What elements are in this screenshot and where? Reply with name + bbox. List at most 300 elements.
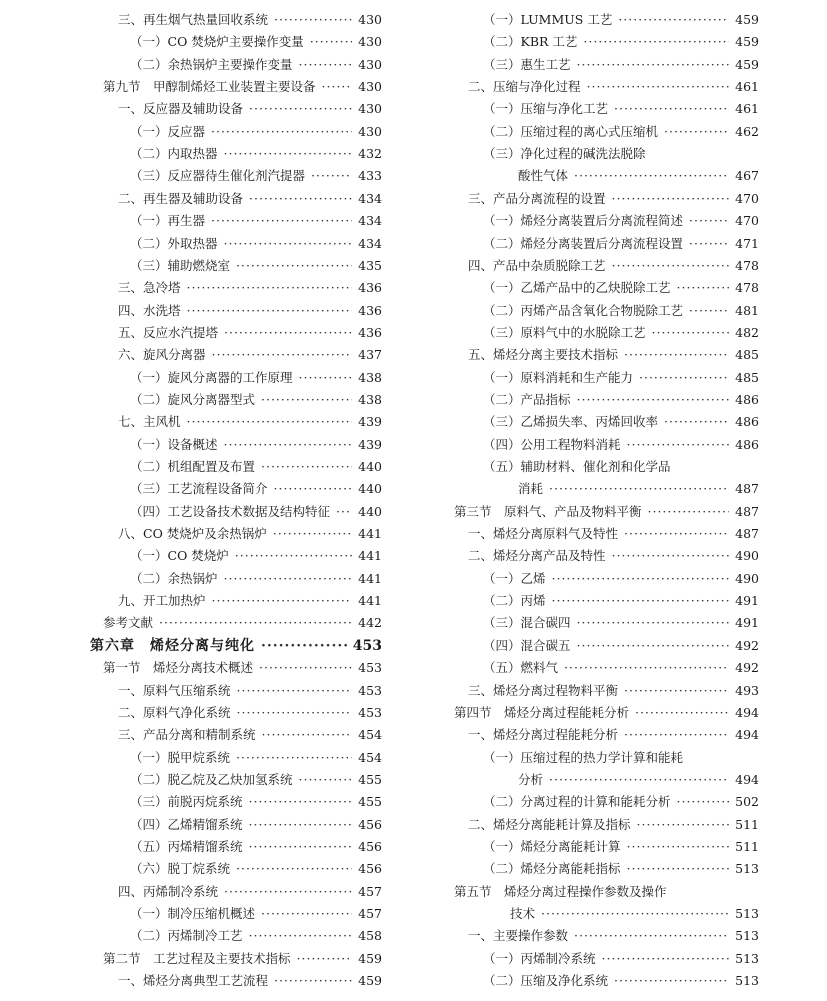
toc-entry	[483, 389, 759, 411]
leader-dots	[624, 523, 729, 545]
leader-dots	[274, 9, 352, 31]
toc-entry-label: 第六章 烯烃分离与纯化	[90, 638, 255, 654]
toc-entry-label: （五）丙烯精馏系统	[130, 839, 243, 854]
toc-entry	[483, 948, 759, 970]
leader-dots	[577, 389, 730, 411]
toc-entry-page: 442	[358, 615, 382, 630]
toc-entry	[118, 9, 382, 31]
toc-entry	[483, 98, 759, 120]
toc-entry	[483, 54, 759, 76]
toc-entry-label: （一）乙烯产品中的乙炔脱除工艺	[483, 280, 671, 295]
toc-entry	[118, 277, 382, 299]
toc-entry-page: 478	[735, 280, 759, 295]
leader-dots	[583, 31, 729, 53]
leader-dots	[236, 747, 352, 769]
toc-entry-page: 441	[358, 571, 382, 586]
toc-entry-page: 490	[735, 548, 759, 563]
toc-entry	[130, 143, 382, 165]
toc-entry-label: 第三节 原料气、产品及物料平衡	[454, 504, 642, 519]
leader-dots	[249, 925, 353, 947]
toc-entry	[130, 925, 382, 947]
toc-entry	[118, 881, 382, 903]
toc-entry-label: （四）公用工程物料消耗	[483, 437, 621, 452]
toc-entry	[130, 255, 382, 277]
toc-entry-page: 440	[358, 481, 382, 496]
leader-dots	[635, 702, 729, 724]
toc-entry-page: 461	[735, 101, 759, 116]
toc-entry-label: （一）制冷压缩机概述	[130, 906, 256, 921]
toc-entry-label: （三）辅助燃烧室	[130, 258, 231, 273]
leader-dots	[211, 121, 352, 143]
leader-dots	[614, 970, 729, 992]
toc-entry	[483, 858, 759, 880]
toc-entry	[454, 881, 759, 903]
toc-entry	[130, 501, 382, 523]
toc-entry	[468, 925, 759, 947]
toc-entry-label: （一）脱甲烷系统	[130, 750, 231, 765]
toc-entry-label: （三）惠生工艺	[483, 57, 571, 72]
toc-entry-page: 440	[358, 504, 382, 519]
toc-entry	[130, 233, 382, 255]
toc-entry-page: 459	[358, 973, 382, 988]
toc-entry-label: （二）产品指标	[483, 392, 571, 407]
toc-entry-label: （一）丙烯制冷系统	[483, 951, 596, 966]
toc-entry	[483, 970, 759, 992]
toc-entry-label: 七、主风机	[118, 414, 181, 429]
leader-dots	[664, 411, 729, 433]
leader-dots	[602, 948, 730, 970]
toc-entry-page: 430	[358, 34, 382, 49]
leader-dots	[689, 210, 729, 232]
toc-entry-page: 453	[352, 638, 382, 654]
leader-dots	[261, 389, 352, 411]
toc-entry-page: 430	[358, 79, 382, 94]
toc-entry-label: （一）CO 焚烧炉	[130, 548, 229, 563]
toc-entry-label: （二）丙烯制冷工艺	[130, 928, 243, 943]
toc-entry	[483, 791, 759, 813]
toc-entry-label: （二）KBR 工艺	[483, 34, 578, 49]
leader-dots	[652, 322, 730, 344]
toc-entry-page: 436	[358, 325, 382, 340]
toc-entry	[130, 434, 382, 456]
toc-entry	[130, 545, 382, 567]
toc-entry	[468, 545, 759, 567]
toc-entry-label: （一）再生器	[130, 213, 206, 228]
toc-entry-label: 二、原料气净化系统	[118, 705, 231, 720]
toc-entry	[483, 657, 759, 679]
leader-dots	[577, 54, 730, 76]
leader-dots	[614, 98, 729, 120]
toc-entry-label: 第四节 烯烃分离过程能耗分析	[454, 705, 630, 720]
toc-entry	[130, 747, 382, 769]
leader-dots	[261, 903, 352, 925]
toc-entry	[468, 814, 759, 836]
toc-entry-label: （二）外取热器	[130, 236, 218, 251]
toc-entry-page	[646, 143, 668, 165]
leader-dots	[612, 188, 730, 210]
toc-entry-label: （二）压缩及净化系统	[483, 973, 609, 988]
toc-entry	[118, 188, 382, 210]
toc-entry-page: 441	[358, 526, 382, 541]
toc-entry-page: 455	[358, 772, 382, 787]
toc-entry	[118, 724, 382, 746]
toc-entry-label: （四）工艺设备技术数据及结构特征	[130, 504, 331, 519]
toc-entry-label: （三）混合碳四	[483, 615, 571, 630]
toc-entry	[130, 165, 382, 187]
toc-entry-page: 436	[358, 303, 382, 318]
toc-entry	[90, 635, 382, 657]
toc-entry-page: 490	[735, 571, 759, 586]
toc-entry	[130, 814, 382, 836]
toc-entry	[454, 702, 759, 724]
toc-entry-page: 487	[735, 526, 759, 541]
leader-dots	[624, 724, 729, 746]
toc-entry-page: 437	[358, 347, 382, 362]
toc-entry-page: 482	[735, 325, 759, 340]
toc-entry-label: （二）机组配置及布置	[130, 459, 256, 474]
leader-dots	[224, 568, 353, 590]
toc-entry-label: （一）烯烃分离能耗计算	[483, 839, 621, 854]
toc-entry-page: 459	[735, 34, 759, 49]
toc-entry	[103, 657, 382, 679]
toc-entry-label: 三、产品分离和精制系统	[118, 727, 256, 742]
toc-entry	[130, 478, 382, 500]
toc-entry	[483, 210, 759, 232]
toc-entry	[483, 590, 759, 612]
toc-entry	[118, 970, 382, 992]
toc-entry-page: 436	[358, 280, 382, 295]
toc-entry-label: 八、CO 焚烧炉及余热锅炉	[118, 526, 267, 541]
toc-entry	[483, 277, 759, 299]
leader-dots	[224, 143, 353, 165]
toc-entry-label: （二）脱乙烷及乙炔加氢系统	[130, 772, 293, 787]
toc-entry-page: 492	[735, 638, 759, 653]
toc-entry	[130, 791, 382, 813]
toc-entry	[483, 322, 759, 344]
toc-entry-label: 第五节 烯烃分离过程操作参数及操作	[454, 884, 667, 899]
toc-entry	[130, 568, 382, 590]
toc-entry-label: 第九节 甲醇制烯烃工业装置主要设备	[103, 79, 316, 94]
leader-dots	[236, 858, 352, 880]
toc-entry-page: 454	[358, 727, 382, 742]
toc-entry-label: （五）辅助材料、催化剂和化学品	[483, 459, 671, 474]
toc-entry-page: 459	[735, 12, 759, 27]
toc-entry	[518, 478, 759, 500]
toc-entry-page: 493	[735, 683, 759, 698]
toc-entry-label: （五）燃料气	[483, 660, 559, 675]
toc-entry-label: （一）设备概述	[130, 437, 218, 452]
toc-entry-label: 第一节 烯烃分离技术概述	[103, 660, 254, 675]
leader-dots	[618, 9, 729, 31]
leader-dots	[299, 367, 353, 389]
toc-entry-label: 第二节 工艺过程及主要技术指标	[103, 951, 291, 966]
leader-dots	[689, 233, 729, 255]
toc-entry	[130, 31, 382, 53]
toc-entry-page: 433	[358, 168, 382, 183]
toc-entry	[130, 54, 382, 76]
toc-entry-page: 487	[735, 504, 759, 519]
leader-dots	[235, 545, 352, 567]
toc-entry	[103, 612, 382, 634]
leader-dots	[261, 635, 347, 657]
toc-entry-page: 457	[358, 906, 382, 921]
leader-dots	[627, 858, 730, 880]
leader-dots	[224, 881, 352, 903]
toc-entry	[483, 434, 759, 456]
leader-dots	[259, 657, 352, 679]
toc-entry	[483, 367, 759, 389]
leader-dots	[612, 255, 730, 277]
toc-entry-label: （二）旋风分离器型式	[130, 392, 256, 407]
toc-entry-page: 434	[358, 236, 382, 251]
toc-entry-page: 511	[735, 839, 759, 854]
toc-entry-label: 三、再生烟气热量回收系统	[118, 12, 269, 27]
toc-entry-page: 486	[735, 392, 759, 407]
toc-entry	[483, 612, 759, 634]
toc-entry	[483, 836, 759, 858]
toc-entry	[468, 523, 759, 545]
leader-dots	[624, 344, 729, 366]
leader-dots	[237, 702, 353, 724]
toc-entry-label: 二、烯烃分离能耗计算及指标	[468, 817, 631, 832]
leader-dots	[187, 300, 353, 322]
leader-dots	[541, 903, 729, 925]
toc-entry-label: （三）反应器待生催化剂汽提器	[130, 168, 306, 183]
toc-entry-page: 461	[735, 79, 759, 94]
toc-entry-label: （一）乙烯	[483, 571, 546, 586]
toc-entry-page	[671, 456, 693, 478]
toc-entry-page: 456	[358, 839, 382, 854]
toc-entry-page: 438	[358, 392, 382, 407]
toc-entry	[510, 903, 759, 925]
toc-entry-page: 467	[735, 168, 759, 183]
toc-entry	[130, 769, 382, 791]
leader-dots	[549, 769, 729, 791]
toc-entry	[483, 456, 759, 478]
leader-dots	[552, 590, 730, 612]
toc-entry	[518, 769, 759, 791]
toc-entry	[118, 590, 382, 612]
toc-entry-page: 462	[735, 124, 759, 139]
toc-entry-label: （二）压缩过程的离心式压缩机	[483, 124, 659, 139]
leader-dots	[261, 456, 352, 478]
toc-entry-page: 470	[735, 213, 759, 228]
toc-entry	[118, 411, 382, 433]
toc-entry-page: 513	[735, 906, 759, 921]
leader-dots	[212, 590, 353, 612]
toc-entry-label: （二）烯烃分离装置后分离流程设置	[483, 236, 684, 251]
leader-dots	[224, 434, 353, 456]
toc-entry-page: 459	[735, 57, 759, 72]
toc-entry-page: 435	[358, 258, 382, 273]
toc-entry-page: 438	[358, 370, 382, 385]
toc-entry	[483, 568, 759, 590]
toc-entry-label: 三、产品分离流程的设置	[468, 191, 606, 206]
toc-entry-page: 430	[358, 12, 382, 27]
leader-dots	[574, 165, 729, 187]
toc-entry-label: （一）压缩过程的热力学计算和能耗	[483, 750, 684, 765]
toc-entry-page: 511	[735, 817, 759, 832]
toc-entry-page: 513	[735, 928, 759, 943]
toc-entry	[483, 747, 759, 769]
leader-dots	[677, 277, 730, 299]
toc-entry-label: 四、丙烯制冷系统	[118, 884, 219, 899]
leader-dots	[212, 344, 353, 366]
toc-entry-page: 486	[735, 437, 759, 452]
leader-dots	[574, 925, 729, 947]
toc-entry-page	[683, 747, 705, 769]
toc-entry-label: （二）烯烃分离能耗指标	[483, 861, 621, 876]
toc-entry-label: 一、主要操作参数	[468, 928, 569, 943]
leader-dots	[311, 165, 352, 187]
toc-entry-page: 494	[735, 772, 759, 787]
toc-entry	[118, 680, 382, 702]
toc-entry	[483, 9, 759, 31]
toc-entry	[103, 76, 382, 98]
toc-entry-label: 二、压缩与净化过程	[468, 79, 581, 94]
leader-dots	[236, 255, 352, 277]
toc-entry-label: （二）丙烯产品含氧化合物脱除工艺	[483, 303, 684, 318]
toc-entry	[130, 210, 382, 232]
toc-entry-label: （三）工艺流程设备简介	[130, 481, 268, 496]
toc-entry	[483, 233, 759, 255]
leader-dots	[249, 814, 353, 836]
leader-dots	[549, 478, 729, 500]
leader-dots	[639, 367, 729, 389]
toc-entry-label: 分析	[518, 772, 544, 787]
leader-dots	[273, 523, 352, 545]
leader-dots	[299, 769, 353, 791]
leader-dots	[249, 98, 352, 120]
toc-entry-label: 三、烯烃分离过程物料平衡	[468, 683, 619, 698]
leader-dots	[689, 300, 729, 322]
toc-entry-label: （二）分离过程的计算和能耗分析	[483, 794, 671, 809]
toc-entry-label: （三）前脱丙烷系统	[130, 794, 243, 809]
toc-entry	[130, 903, 382, 925]
toc-entry	[468, 76, 759, 98]
toc-entry-label: （三）原料气中的水脱除工艺	[483, 325, 646, 340]
toc-entry-page: 441	[358, 548, 382, 563]
toc-entry-page: 470	[735, 191, 759, 206]
toc-entry	[483, 143, 759, 165]
toc-entry-page: 454	[358, 750, 382, 765]
toc-entry-label: （四）乙烯精馏系统	[130, 817, 243, 832]
toc-entry-page: 453	[358, 660, 382, 675]
toc-entry	[468, 724, 759, 746]
toc-entry	[468, 344, 759, 366]
toc-entry	[483, 300, 759, 322]
toc-entry-label: 二、烯烃分离产品及特性	[468, 548, 606, 563]
toc-entry-page: 491	[735, 593, 759, 608]
toc-entry-label: （一）反应器	[130, 124, 206, 139]
toc-entry-label: 一、反应器及辅助设备	[118, 101, 244, 116]
toc-entry	[468, 188, 759, 210]
toc-entry	[130, 367, 382, 389]
leader-dots	[224, 233, 353, 255]
toc-entry-page: 478	[735, 258, 759, 273]
toc-entry-page: 486	[735, 414, 759, 429]
toc-entry-page: 491	[735, 615, 759, 630]
toc-entry-label: 参考文献	[103, 615, 154, 630]
toc-entry-page: 458	[358, 928, 382, 943]
toc-entry-page: 430	[358, 57, 382, 72]
toc-entry	[118, 300, 382, 322]
toc-entry	[483, 411, 759, 433]
toc-entry-label: （三）乙烯损失率、丙烯回收率	[483, 414, 659, 429]
leader-dots	[299, 54, 353, 76]
toc-entry-page: 487	[735, 481, 759, 496]
toc-entry-label: （三）净化过程的碱洗法脱除	[483, 146, 646, 161]
leader-dots	[564, 657, 729, 679]
toc-entry-label: 四、产品中杂质脱除工艺	[468, 258, 606, 273]
leader-dots	[187, 411, 353, 433]
leader-dots	[637, 814, 730, 836]
leader-dots	[159, 612, 352, 634]
toc-entry-page: 485	[735, 347, 759, 362]
toc-entry	[483, 31, 759, 53]
toc-entry	[130, 858, 382, 880]
toc-entry-page: 453	[358, 705, 382, 720]
toc-entry	[118, 702, 382, 724]
toc-entry-page: 502	[735, 794, 759, 809]
toc-entry-label: 四、水洗塔	[118, 303, 181, 318]
toc-entry-page: 439	[358, 414, 382, 429]
leader-dots	[677, 791, 730, 813]
toc-entry	[454, 501, 759, 523]
toc-entry-page: 434	[358, 213, 382, 228]
toc-entry	[118, 344, 382, 366]
toc-entry-label: （二）余热锅炉主要操作变量	[130, 57, 293, 72]
toc-entry	[118, 322, 382, 344]
toc-entry-label: （一）CO 焚烧炉主要操作变量	[130, 34, 304, 49]
leader-dots	[612, 545, 730, 567]
toc-entry-page: 430	[358, 101, 382, 116]
toc-entry	[130, 121, 382, 143]
toc-entry-label: 二、再生器及辅助设备	[118, 191, 244, 206]
leader-dots	[274, 478, 353, 500]
toc-entry-page: 455	[358, 794, 382, 809]
leader-dots	[664, 121, 729, 143]
toc-entry-label: 消耗	[518, 481, 544, 496]
toc-entry-page: 459	[358, 951, 382, 966]
toc-entry-label: 三、急冷塔	[118, 280, 181, 295]
toc-entry-label: 五、反应水汽提塔	[118, 325, 219, 340]
toc-entry-page: 457	[358, 884, 382, 899]
leader-dots	[322, 76, 353, 98]
leader-dots	[648, 501, 730, 523]
toc-entry-label: （二）丙烯	[483, 593, 546, 608]
toc-entry-page: 513	[735, 951, 759, 966]
toc-entry-page: 456	[358, 861, 382, 876]
leader-dots	[237, 680, 353, 702]
leader-dots	[310, 31, 352, 53]
leader-dots	[336, 501, 352, 523]
toc-entry-page: 439	[358, 437, 382, 452]
toc-entry-page: 492	[735, 660, 759, 675]
toc-entry-page: 434	[358, 191, 382, 206]
toc-entry-label: 五、烯烃分离主要技术指标	[468, 347, 619, 362]
toc-entry-label: 技术	[510, 906, 536, 921]
toc-entry	[118, 98, 382, 120]
toc-entry	[103, 948, 382, 970]
leader-dots	[211, 210, 352, 232]
toc-entry-page: 430	[358, 124, 382, 139]
toc-entry-page: 432	[358, 146, 382, 161]
toc-entry-label: （六）脱丁烷系统	[130, 861, 231, 876]
toc-entry-page: 471	[735, 236, 759, 251]
toc-entry-label: （一）原料消耗和生产能力	[483, 370, 634, 385]
leader-dots	[587, 76, 730, 98]
